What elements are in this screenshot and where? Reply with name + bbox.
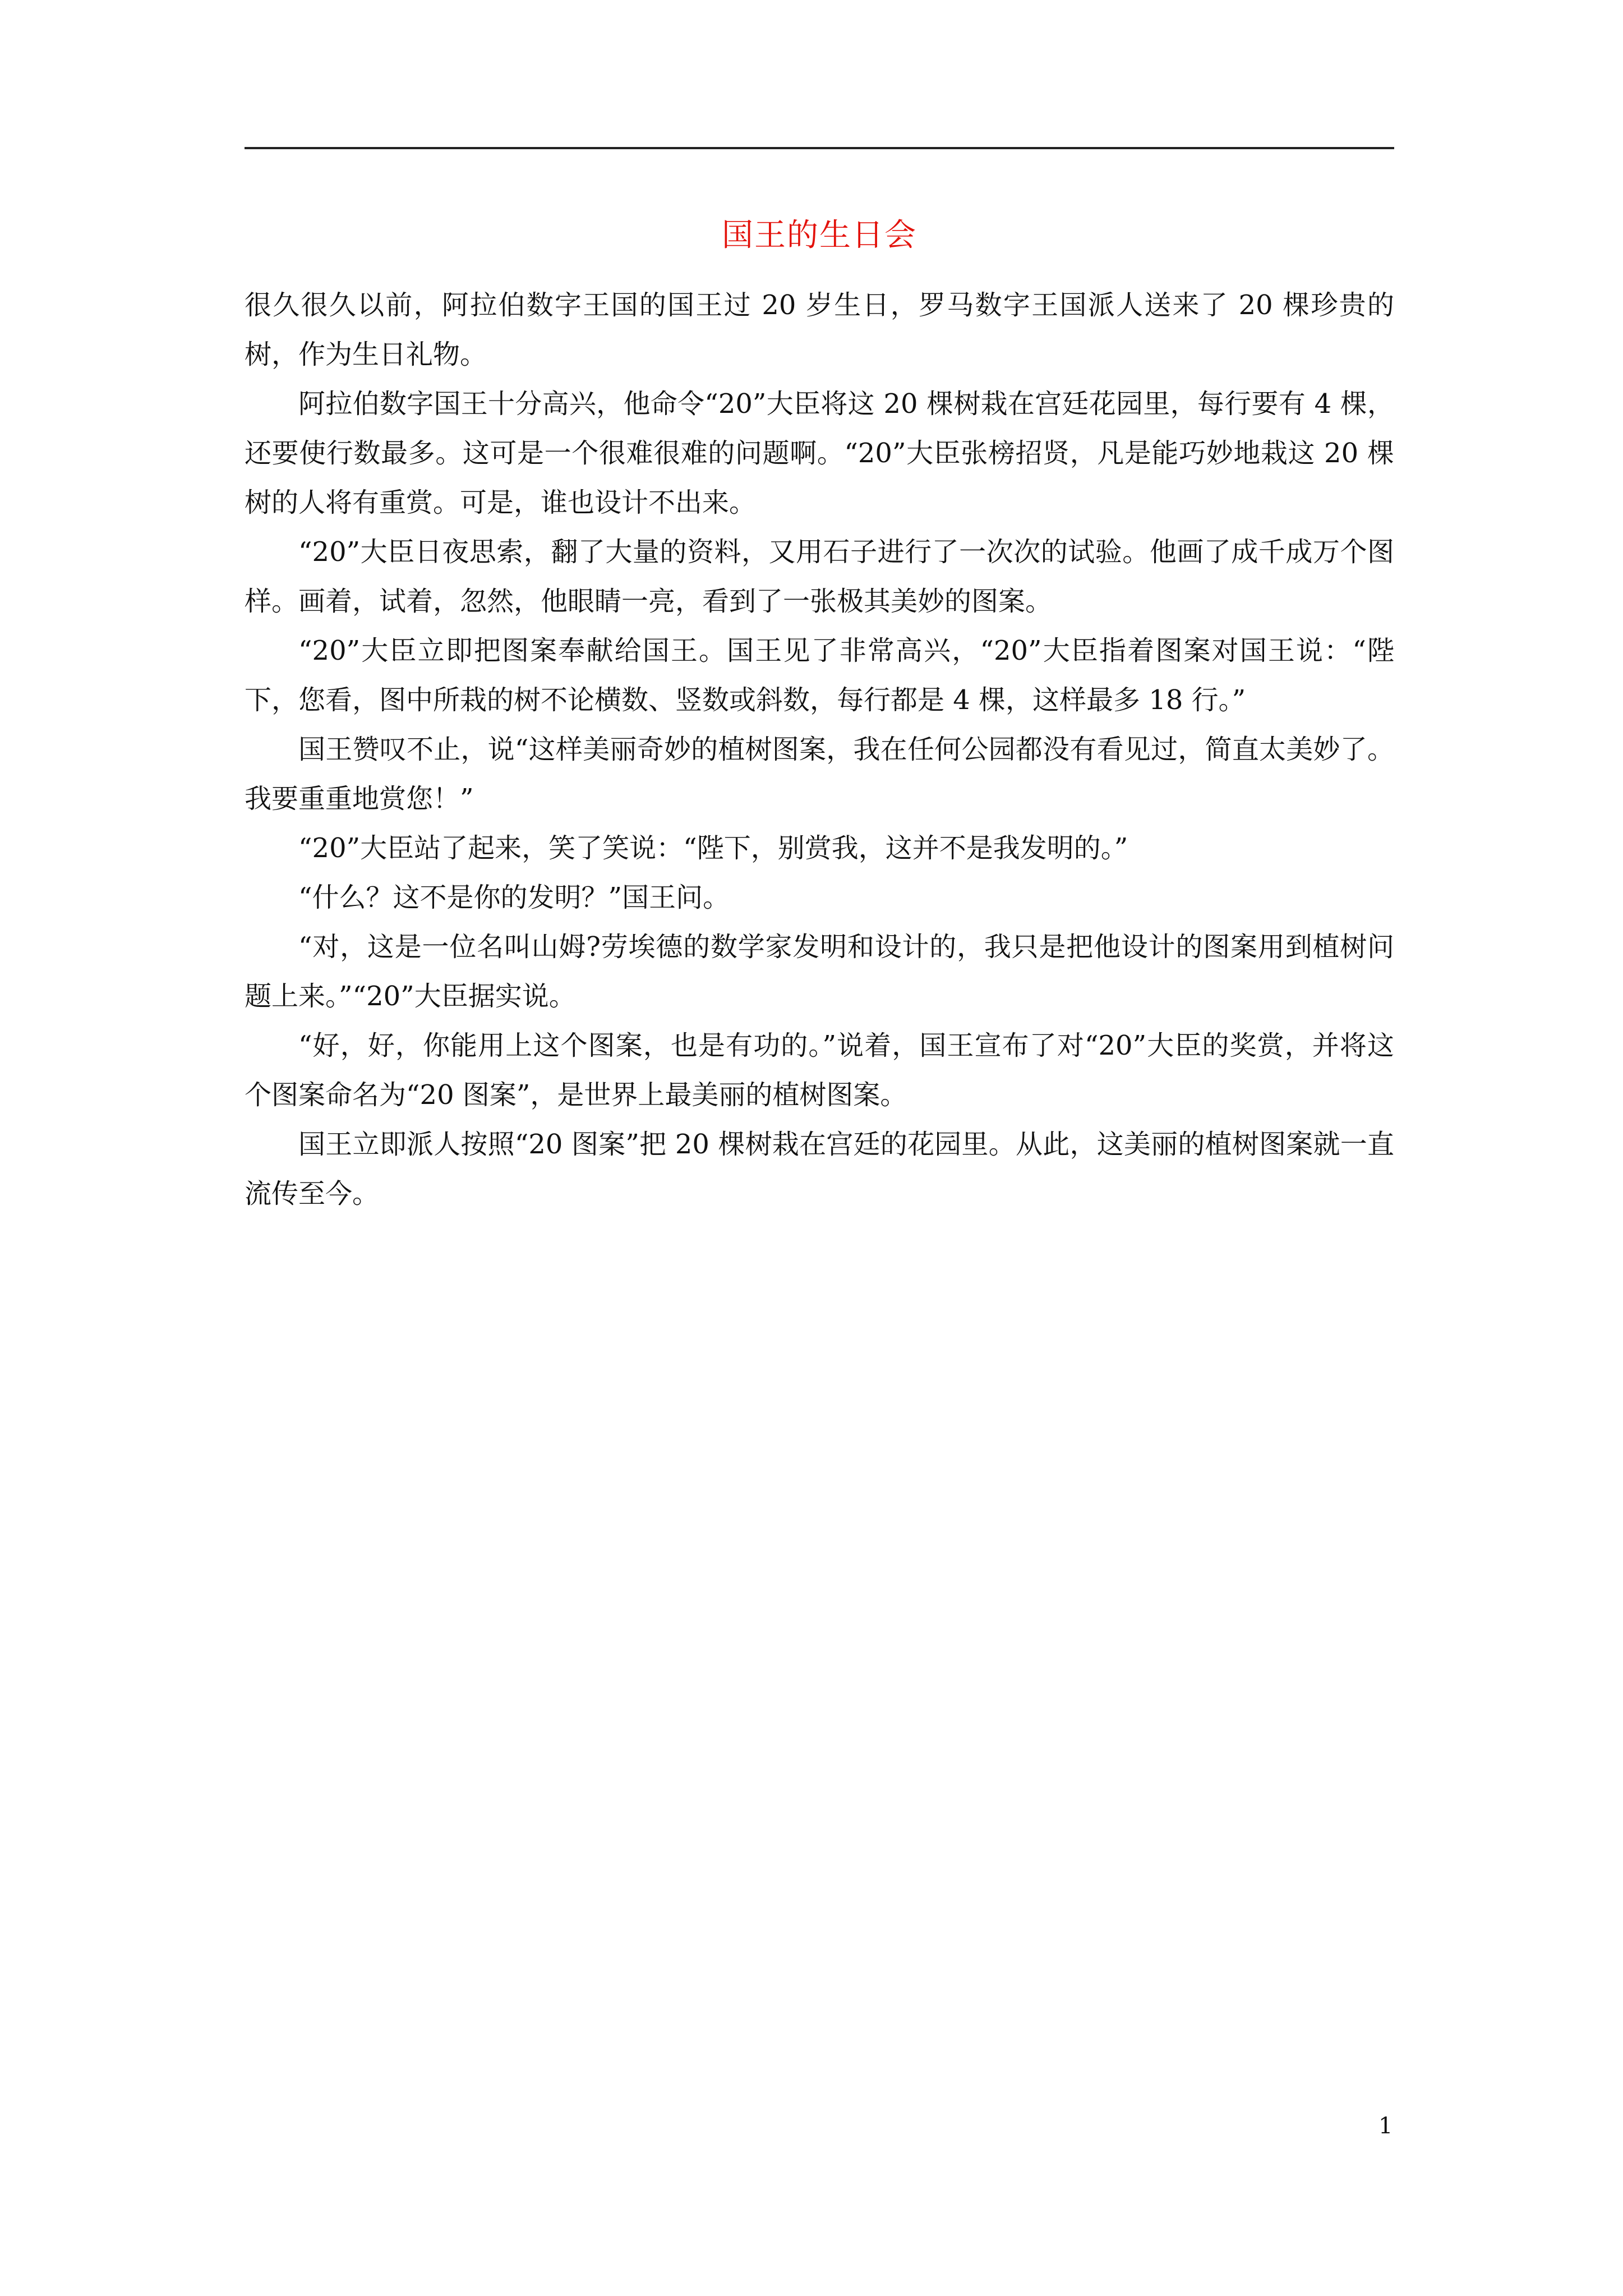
document-title: 国王的生日会 — [722, 217, 917, 254]
page-number: 1 — [1378, 2113, 1393, 2139]
paragraph-10: 国王立即派人按照“20 图案”把 20 棵树栽在宫廷的花园里。从此，这美丽的植树图案就一直流传至今。 — [245, 1129, 1394, 1209]
paragraph-8: “对，这是一位名叫山姆?劳埃德的数学家发明和设计的，我只是把他设计的图案用到植树问题上来。”“20”大臣据实说。 — [245, 931, 1394, 1012]
paragraph-4: “20”大臣立即把图案奉献给国王。国王见了非常高兴，“20”大臣指着图案对国王说：“陛下，您看，图中所栽的树不论横数、竖数或斜数，每行都是 4 棵，这样最多 18 行。” — [245, 635, 1394, 716]
paragraph-6: “20”大臣站了起来，笑了笑说：“陛下，别赏我，这并不是我发明的。” — [298, 832, 1128, 864]
paragraph-3: “20”大臣日夜思索，翻了大量的资料，又用石子进行了一次次的试验。他画了成千成万个图样。画着，试着，忽然，他眼睛一亮，看到了一张极其美妙的图案。 — [245, 536, 1394, 617]
paragraph-2: 阿拉伯数字国王十分高兴，他命令“20”大臣将这 20 棵树栽在宫廷花园里，每行要有 4 棵，还要使行数最多。这可是一个很难很难的问题啊。“20”大臣张榜招贤，凡是能巧妙地栽这 20 棵树的人将有重赏。可是，谁也设计不出来。 — [245, 388, 1394, 518]
paragraph-7: “什么？这不是你的发明？”国王问。 — [298, 882, 730, 913]
document-body — [245, 280, 1394, 1218]
paragraph-1: 很久很久以前，阿拉伯数字王国的国王过 20 岁生日，罗马数字王国派人送来了 20 棵珍贵的树，作为生日礼物。 — [245, 289, 1394, 370]
paragraph-9: “好，好，你能用上这个图案，也是有功的。”说着，国王宣布了对“20”大臣的奖赏，并将这个图案命名为“20 图案”，是世界上最美丽的植树图案。 — [245, 1030, 1394, 1111]
header-rule — [245, 147, 1394, 149]
paragraph-5: 国王赞叹不止，说“这样美丽奇妙的植树图案，我在任何公园都没有看见过，简直太美妙了。我要重重地赏您！” — [245, 734, 1394, 815]
